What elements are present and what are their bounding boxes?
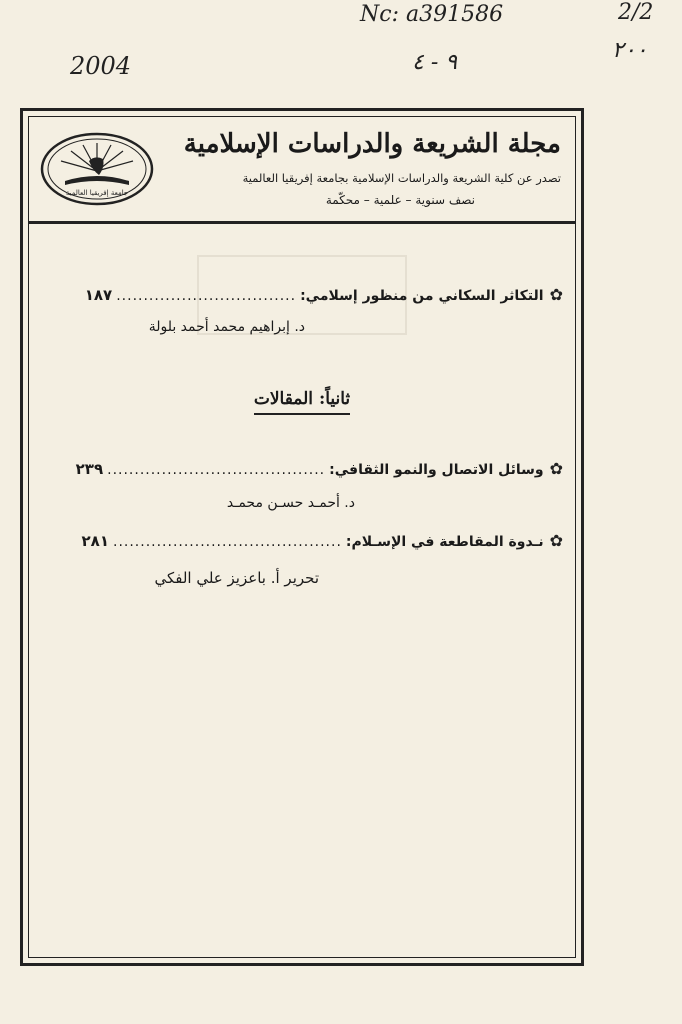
university-logo xyxy=(39,131,155,207)
entry-author: د. أحمـد حسـن محمـد xyxy=(226,495,355,511)
entry-title: نـدوة المقاطعة في الإسـلام: xyxy=(345,534,544,550)
entry-author: تحرير أ. باعزيز علي الفكي xyxy=(154,569,319,587)
journal-header xyxy=(29,117,575,224)
svg-text:جامعة إفريقيا العالمية: جامعة إفريقيا العالمية xyxy=(65,189,129,197)
flower-bullet-icon: ✿ xyxy=(549,531,563,550)
manuscript-number: Nc: a391586 xyxy=(360,2,504,27)
journal-subtitle: تصدر عن كلية الشريعة والدراسات الإسلامية بجامعة إفريقيا العالمية xyxy=(242,171,561,185)
leader-dots: ................................. xyxy=(116,288,297,304)
handwritten-year: 2004 xyxy=(70,52,132,80)
journal-tagline: نصف سنوية – علمية – محكّمة xyxy=(325,193,475,207)
entry-author: د. إبراهيم محمد أحمد بلولة xyxy=(148,319,305,335)
entry-title: التكاثر السكاني من منظور إسلامي: xyxy=(300,288,544,304)
leader-dots: .......................................... xyxy=(113,534,342,550)
corner-note-top: 2/2 xyxy=(618,0,654,25)
handwritten-note: ٩ - ٤ xyxy=(412,50,458,75)
section-heading: ثانياً: المقالات xyxy=(29,389,575,409)
flower-bullet-icon: ✿ xyxy=(549,285,563,304)
page-number: ٢٨١ xyxy=(81,532,109,550)
leader-dots: ........................................ xyxy=(107,462,326,478)
contents-inner-frame xyxy=(28,116,576,958)
corner-note-mid: ٢٠٠ xyxy=(612,38,648,63)
flower-bullet-icon: ✿ xyxy=(549,459,563,478)
page-number: ١٨٧ xyxy=(84,286,113,304)
entry-title: وسائل الاتصال والنمو الثقافي: xyxy=(329,462,544,478)
page-number: ٢٣٩ xyxy=(75,460,104,478)
journal-title: مجلة الشريعة والدراسات الإسلامية xyxy=(183,129,561,159)
contents-frame xyxy=(20,108,584,966)
